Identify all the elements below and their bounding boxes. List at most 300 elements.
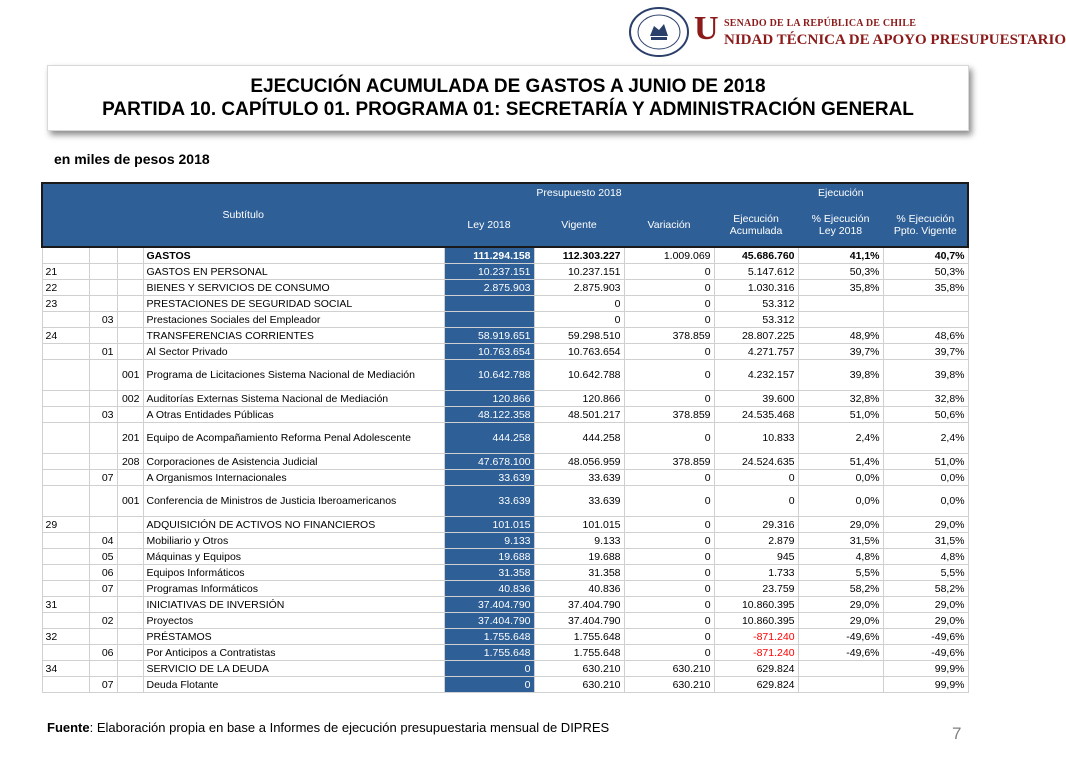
cell-variacion: 0 [624,629,714,645]
cell-ley: 0 [444,677,534,693]
cell-asignacion [117,581,143,597]
cell-pct-vigente: 0,0% [883,470,968,486]
table-row [42,677,968,693]
cell-vigente: 59.298.510 [534,328,624,344]
cell-pct-ley: 35,8% [798,280,883,296]
cell-ley [444,312,534,328]
cell-variacion: 0 [624,344,714,360]
table-row [42,391,968,407]
cell-asignacion [117,661,143,677]
cell-asignacion [117,470,143,486]
cell-subtitulo: 31 [42,597,89,613]
cell-item [89,423,117,454]
cell-item [89,517,117,533]
cell-asignacion [117,533,143,549]
cell-variacion: 0 [624,312,714,328]
cell-subtitulo: 23 [42,296,89,312]
cell-pct-vigente: 99,9% [883,661,968,677]
cell-ley: 31.358 [444,565,534,581]
page-number: 7 [952,724,962,743]
cell-vigente: 101.015 [534,517,624,533]
cell-subtitulo [42,360,89,391]
cell-denominacion: Máquinas y Equipos [143,549,444,565]
footer-label: Fuente [47,720,90,735]
cell-variacion: 378.859 [624,407,714,423]
cell-subtitulo [42,549,89,565]
table-row [42,280,968,296]
cell-item [89,296,117,312]
cell-ejecucion: 629.824 [714,661,798,677]
cell-variacion: 0 [624,533,714,549]
table-row [42,264,968,280]
cell-asignacion [117,312,143,328]
page-title-line1: EJECUCIÓN ACUMULADA DE GASTOS A JUNIO DE 2018 [250,76,766,97]
cell-denominacion: Equipos Informáticos [143,565,444,581]
cell-pct-vigente: 5,5% [883,565,968,581]
cell-ejecucion: 0 [714,470,798,486]
cell-ejecucion: 23.759 [714,581,798,597]
cell-variacion: 0 [624,581,714,597]
cell-ley: 1.755.648 [444,645,534,661]
cell-denominacion: A Otras Entidades Públicas [143,407,444,423]
table-row [42,565,968,581]
cell-pct-vigente: 58,2% [883,581,968,597]
cell-vigente: 48.501.217 [534,407,624,423]
cell-vigente: 120.866 [534,391,624,407]
cell-item: 02 [89,613,117,629]
cell-item [89,629,117,645]
cell-ley: 47.678.100 [444,454,534,470]
cell-asignacion [117,629,143,645]
cell-denominacion: BIENES Y SERVICIOS DE CONSUMO [143,280,444,296]
cell-vigente: 112.303.227 [534,247,624,264]
cell-asignacion [117,645,143,661]
cell-subtitulo [42,470,89,486]
cell-pct-ley: -49,6% [798,645,883,661]
cell-ejecucion: 39.600 [714,391,798,407]
cell-pct-ley: 51,0% [798,407,883,423]
cell-denominacion: A Organismos Internacionales [143,470,444,486]
table-header [42,183,968,247]
table-row [42,470,968,486]
cell-item [89,661,117,677]
cell-ejecucion: 29.316 [714,517,798,533]
cell-pct-ley: 32,8% [798,391,883,407]
cell-ley: 1.755.648 [444,629,534,645]
cell-ejecucion: 4.271.757 [714,344,798,360]
cell-ejecucion: 10.860.395 [714,613,798,629]
cell-variacion: 0 [624,264,714,280]
cell-ejecucion: -871.240 [714,645,798,661]
cell-denominacion: Equipo de Acompañamiento Reforma Penal Adolescente [143,423,444,454]
cell-vigente: 33.639 [534,486,624,517]
cell-denominacion: Programas Informáticos [143,581,444,597]
cell-pct-vigente: 2,4% [883,423,968,454]
footer-text: : Elaboración propia en base a Informes de ejecución presupuestaria mensual de DIPRES [89,720,610,735]
cell-subtitulo [42,613,89,629]
units-subtitle: en miles de pesos 2018 [54,151,210,167]
cell-vigente: 33.639 [534,470,624,486]
cell-ejecucion: 5.147.612 [714,264,798,280]
cell-ejecucion: 4.232.157 [714,360,798,391]
budget-table-wrap [41,182,967,693]
cell-vigente: 630.210 [534,677,624,693]
header-subtitulo: Subtítulo [42,183,444,247]
cell-ejecucion: 24.524.635 [714,454,798,470]
brand-line2: NIDAD TÉCNICA DE APOYO PRESUPUESTARIO [724,32,1066,48]
cell-vigente: 37.404.790 [534,597,624,613]
cell-subtitulo: 34 [42,661,89,677]
table-row [42,533,968,549]
cell-variacion: 0 [624,613,714,629]
header-pct-vig-1: % Ejecución [896,212,955,225]
cell-denominacion: Deuda Flotante [143,677,444,693]
cell-subtitulo [42,454,89,470]
cell-ejecucion: 24.535.468 [714,407,798,423]
cell-pct-vigente: 4,8% [883,549,968,565]
cell-pct-ley: -49,6% [798,629,883,645]
cell-asignacion [117,613,143,629]
cell-item [89,360,117,391]
cell-asignacion: 201 [117,423,143,454]
cell-ejecucion: 945 [714,549,798,565]
cell-item [89,454,117,470]
cell-subtitulo [42,312,89,328]
cell-pct-vigente: 99,9% [883,677,968,693]
cell-pct-ley: 5,5% [798,565,883,581]
cell-ejecucion: 10.833 [714,423,798,454]
cell-ley: 37.404.790 [444,597,534,613]
cell-item: 04 [89,533,117,549]
senado-seal-icon [628,6,690,58]
cell-ejecucion: -871.240 [714,629,798,645]
cell-vigente: 9.133 [534,533,624,549]
cell-subtitulo [42,581,89,597]
cell-item: 01 [89,344,117,360]
table-row [42,613,968,629]
cell-pct-ley: 58,2% [798,581,883,597]
table-row [42,344,968,360]
cell-pct-vigente: 50,6% [883,407,968,423]
cell-asignacion [117,247,143,264]
table-row [42,629,968,645]
cell-ejecucion: 1.030.316 [714,280,798,296]
cell-asignacion [117,328,143,344]
cell-vigente: 10.237.151 [534,264,624,280]
cell-item: 06 [89,565,117,581]
cell-denominacion: SERVICIO DE LA DEUDA [143,661,444,677]
cell-item: 03 [89,312,117,328]
table-row [42,645,968,661]
cell-asignacion [117,407,143,423]
cell-ejecucion: 45.686.760 [714,247,798,264]
cell-ley: 101.015 [444,517,534,533]
cell-pct-ley: 39,7% [798,344,883,360]
cell-pct-vigente: 40,7% [883,247,968,264]
cell-variacion: 0 [624,360,714,391]
table-row [42,407,968,423]
cell-ley: 19.688 [444,549,534,565]
cell-pct-vigente: 48,6% [883,328,968,344]
table-row [42,312,968,328]
cell-vigente: 10.642.788 [534,360,624,391]
table-body [42,247,968,693]
cell-ejecucion: 629.824 [714,677,798,693]
table-row [42,597,968,613]
cell-ley: 10.763.654 [444,344,534,360]
cell-variacion: 630.210 [624,677,714,693]
cell-variacion: 0 [624,486,714,517]
cell-denominacion: Conferencia de Ministros de Justicia Iberoamericanos [143,486,444,517]
cell-ejecucion: 2.879 [714,533,798,549]
brand-line1: SENADO DE LA REPÚBLICA DE CHILE [724,18,917,29]
table-row [42,486,968,517]
cell-vigente: 19.688 [534,549,624,565]
cell-ley: 10.642.788 [444,360,534,391]
cell-denominacion: GASTOS [143,247,444,264]
cell-denominacion: ADQUISICIÓN DE ACTIVOS NO FINANCIEROS [143,517,444,533]
cell-subtitulo [42,677,89,693]
cell-item [89,391,117,407]
cell-subtitulo: 22 [42,280,89,296]
cell-variacion: 0 [624,470,714,486]
header-presupuesto: Presupuesto 2018 [444,183,714,203]
cell-ejecucion: 0 [714,486,798,517]
brand-initial: U [694,10,719,47]
cell-ley: 58.919.651 [444,328,534,344]
table-row [42,454,968,470]
cell-subtitulo [42,407,89,423]
cell-ley: 2.875.903 [444,280,534,296]
cell-subtitulo: 32 [42,629,89,645]
cell-item [89,247,117,264]
table-row [42,517,968,533]
table-row [42,581,968,597]
cell-pct-ley: 31,5% [798,533,883,549]
table-row [42,296,968,312]
cell-ley [444,296,534,312]
cell-variacion: 0 [624,280,714,296]
cell-vigente: 40.836 [534,581,624,597]
cell-denominacion: PRÉSTAMOS [143,629,444,645]
cell-ley: 48.122.358 [444,407,534,423]
cell-ejecucion: 10.860.395 [714,597,798,613]
cell-pct-vigente: -49,6% [883,645,968,661]
cell-pct-ley: 29,0% [798,597,883,613]
cell-ejecucion: 1.733 [714,565,798,581]
cell-variacion: 0 [624,517,714,533]
header-pct-vig [883,203,968,247]
table-row [42,423,968,454]
cell-pct-vigente: 29,0% [883,517,968,533]
cell-subtitulo [42,344,89,360]
cell-variacion: 0 [624,296,714,312]
cell-pct-vigente: 39,7% [883,344,968,360]
cell-denominacion: Auditorías Externas Sistema Nacional de Mediación [143,391,444,407]
cell-ley: 33.639 [444,486,534,517]
cell-item: 07 [89,677,117,693]
cell-asignacion [117,549,143,565]
header-ejecucion: Ejecución [714,183,968,203]
cell-pct-vigente: 31,5% [883,533,968,549]
cell-asignacion: 001 [117,486,143,517]
cell-ley: 120.866 [444,391,534,407]
cell-asignacion [117,344,143,360]
cell-ley: 40.836 [444,581,534,597]
table-row [42,328,968,344]
cell-ejecucion: 53.312 [714,296,798,312]
cell-denominacion: Corporaciones de Asistencia Judicial [143,454,444,470]
cell-asignacion: 001 [117,360,143,391]
header-pct-ley-1: % Ejecución [811,212,870,225]
table-row-total [42,247,968,264]
cell-denominacion: INICIATIVAS DE INVERSIÓN [143,597,444,613]
cell-ley: 444.258 [444,423,534,454]
cell-ejecucion: 28.807.225 [714,328,798,344]
header-vigente: Vigente [534,203,624,247]
cell-pct-ley: 0,0% [798,486,883,517]
cell-variacion: 378.859 [624,328,714,344]
table-row [42,360,968,391]
cell-ley: 37.404.790 [444,613,534,629]
cell-pct-ley: 2,4% [798,423,883,454]
header-ejec-acum-1: Ejecución [733,212,779,225]
cell-ley: 9.133 [444,533,534,549]
table-row [42,661,968,677]
cell-pct-ley: 29,0% [798,613,883,629]
cell-pct-ley [798,296,883,312]
cell-subtitulo [42,247,89,264]
header-pct-ley-2: Ley 2018 [818,224,863,237]
cell-denominacion: Prestaciones Sociales del Empleador [143,312,444,328]
cell-vigente: 1.755.648 [534,629,624,645]
cell-vigente: 48.056.959 [534,454,624,470]
cell-variacion: 0 [624,423,714,454]
cell-variacion: 630.210 [624,661,714,677]
cell-ley: 0 [444,661,534,677]
cell-pct-vigente [883,296,968,312]
cell-item: 07 [89,470,117,486]
page-title-line2: PARTIDA 10. CAPÍTULO 01. PROGRAMA 01: SECRETARÍA Y ADMINISTRACIÓN GENERAL [102,99,914,120]
cell-pct-ley: 4,8% [798,549,883,565]
cell-pct-vigente: 39,8% [883,360,968,391]
cell-variacion: 0 [624,597,714,613]
cell-subtitulo [42,486,89,517]
cell-asignacion [117,296,143,312]
cell-pct-ley: 39,8% [798,360,883,391]
cell-vigente: 1.755.648 [534,645,624,661]
cell-item [89,264,117,280]
cell-denominacion: TRANSFERENCIAS CORRIENTES [143,328,444,344]
header-ejec-acum-2: Acumulada [729,224,783,237]
cell-item: 05 [89,549,117,565]
cell-vigente: 2.875.903 [534,280,624,296]
cell-subtitulo: 24 [42,328,89,344]
cell-subtitulo [42,565,89,581]
cell-pct-ley: 41,1% [798,247,883,264]
cell-item [89,280,117,296]
cell-asignacion: 208 [117,454,143,470]
cell-pct-vigente: 51,0% [883,454,968,470]
cell-pct-ley [798,312,883,328]
cell-pct-vigente: -49,6% [883,629,968,645]
cell-variacion: 0 [624,565,714,581]
cell-pct-vigente: 29,0% [883,597,968,613]
cell-vigente: 0 [534,296,624,312]
cell-variacion: 0 [624,549,714,565]
cell-item: 03 [89,407,117,423]
cell-ejecucion: 53.312 [714,312,798,328]
cell-variacion: 0 [624,645,714,661]
cell-vigente: 630.210 [534,661,624,677]
cell-asignacion [117,264,143,280]
cell-asignacion [117,597,143,613]
cell-variacion: 1.009.069 [624,247,714,264]
cell-subtitulo [42,423,89,454]
cell-variacion: 378.859 [624,454,714,470]
cell-item [89,486,117,517]
cell-subtitulo: 21 [42,264,89,280]
cell-ley: 111.294.158 [444,247,534,264]
header-logo [628,6,1066,58]
cell-pct-vigente [883,312,968,328]
cell-denominacion: Proyectos [143,613,444,629]
cell-denominacion: Mobiliario y Otros [143,533,444,549]
cell-pct-ley: 0,0% [798,470,883,486]
cell-vigente: 31.358 [534,565,624,581]
cell-subtitulo: 29 [42,517,89,533]
cell-subtitulo [42,533,89,549]
header-pct-ley [798,203,883,247]
cell-pct-vigente: 0,0% [883,486,968,517]
cell-denominacion: GASTOS EN PERSONAL [143,264,444,280]
header-ley: Ley 2018 [444,203,534,247]
cell-asignacion [117,517,143,533]
source-footer [47,720,609,735]
cell-pct-ley: 48,9% [798,328,883,344]
cell-pct-ley [798,677,883,693]
cell-vigente: 37.404.790 [534,613,624,629]
title-box [47,65,969,131]
cell-pct-ley [798,661,883,677]
cell-denominacion: Programa de Licitaciones Sistema Nacional de Mediación [143,360,444,391]
cell-denominacion: PRESTACIONES DE SEGURIDAD SOCIAL [143,296,444,312]
cell-asignacion [117,565,143,581]
cell-item: 07 [89,581,117,597]
cell-asignacion [117,677,143,693]
cell-asignacion: 002 [117,391,143,407]
cell-pct-ley: 51,4% [798,454,883,470]
cell-denominacion: Por Anticipos a Contratistas [143,645,444,661]
cell-variacion: 0 [624,391,714,407]
cell-asignacion [117,280,143,296]
cell-pct-ley: 50,3% [798,264,883,280]
cell-ley: 10.237.151 [444,264,534,280]
cell-vigente: 444.258 [534,423,624,454]
cell-pct-ley: 29,0% [798,517,883,533]
cell-pct-vigente: 29,0% [883,613,968,629]
budget-table [41,182,969,693]
cell-ley: 33.639 [444,470,534,486]
header-pct-vig-2: Ppto. Vigente [893,224,957,237]
cell-subtitulo [42,645,89,661]
table-row [42,549,968,565]
cell-subtitulo [42,391,89,407]
cell-item: 06 [89,645,117,661]
header-ejec-acum [714,203,798,247]
header-variacion: Variación [624,203,714,247]
cell-pct-vigente: 35,8% [883,280,968,296]
